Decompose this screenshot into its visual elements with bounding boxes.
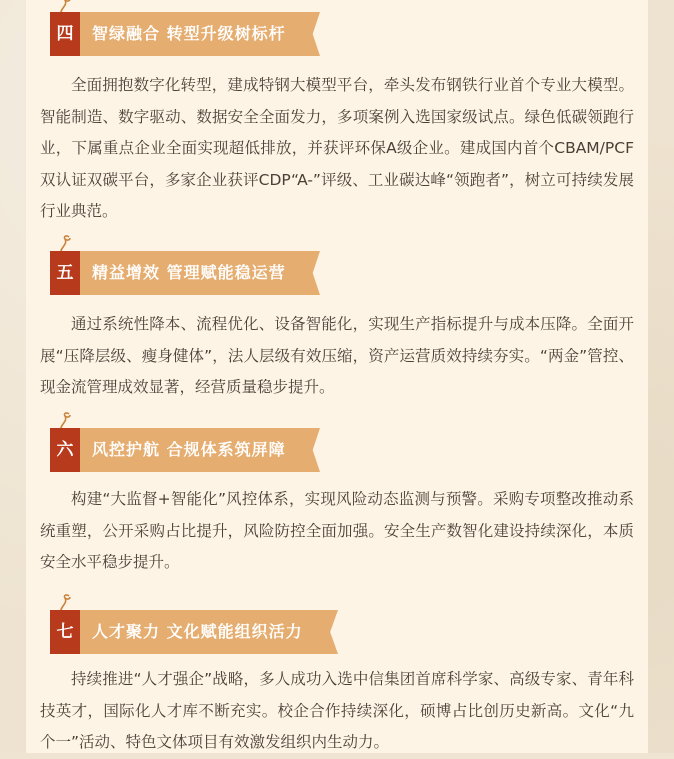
section-body: 通过系统性降本、流程优化、设备智能化，实现生产指标提升与成本压降。全面开展“压降层级、瘦身健体”，法人层级有效压缩，资产运营质效持续夯实。“两金”管控、现金流管理成效显著，经营质量稳步提升。: [40, 315, 634, 396]
section-body: 持续推进“人才强企”战略，多人成功入选中信集团首席科学家、高级专家、青年科技英才，国际化人才库不断充实。校企合作持续深化，硕博占比创历史新高。文化“九个一”活动、特色文体项目有效激发组织内生动力。: [40, 670, 634, 751]
section-title: 智绿融合 转型升级树标杆: [92, 24, 286, 43]
section-title: 精益增效 管理赋能稳运营: [92, 263, 286, 282]
section-title: 风控护航 合规体系筑屏障: [92, 440, 286, 459]
section-number: 六: [50, 428, 80, 472]
section-number: 七: [50, 610, 80, 654]
section-number: 四: [50, 12, 80, 56]
section-body: 全面拥抱数字化转型，建成特钢大模型平台，牵头发布钢铁行业首个专业大模型。智能制造、数字驱动、数据安全全面发力，多项案例入选国家级试点。绿色低碳领跑行业，下属重点企业全面实现超低排放，并获评环保A级企业。建成国内首个CBAM/PCF双认证双碳平台，多家企业获评CDP“A-”评级、工业碳达峰“领跑者”，树立可持续发展行业典范。: [40, 76, 634, 220]
section-number: 五: [50, 251, 80, 295]
section-title: 人才聚力 文化赋能组织活力: [92, 622, 303, 641]
section-body: 构建“大监督+智能化”风控体系，实现风险动态监测与预警。采购专项整改推动系统重塑，公开采购占比提升，风险防控全面加强。安全生产数智化建设持续深化，本质安全水平稳步提升。: [40, 490, 634, 571]
